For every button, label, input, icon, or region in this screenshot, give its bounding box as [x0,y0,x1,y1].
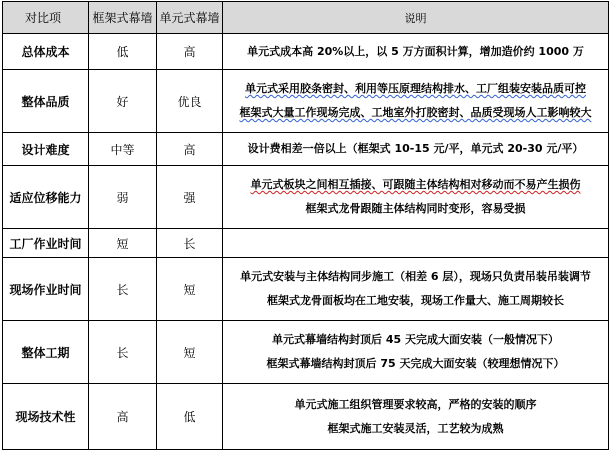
row-frame-value: 长 [89,321,157,384]
desc-line: 单元式板块之间相互插接、可跟随主体结构相对移动而不易产生损伤 [250,178,581,191]
desc-line: 单元式采用胶条密封、利用等压原理结构排水、工厂组装安装品质可控 [245,82,586,95]
row-desc [223,321,609,384]
table-row [3,34,609,70]
desc-line: 单元式施工组织管理要求较高，严格的安装的顺序 [294,397,537,411]
row-unit-value: 优良 [157,70,223,133]
row-unit-value: 高 [157,34,223,70]
row-item: 现场作业时间 [3,258,89,321]
header-row [3,2,609,34]
row-item: 工厂作业时间 [3,229,89,258]
header-unit: 单元式幕墙 [157,2,223,34]
row-item: 现场技术性 [3,384,89,450]
table-row [3,384,609,450]
row-item: 设计难度 [3,133,89,166]
row-unit-value: 强 [157,166,223,229]
desc-line: 框架式幕墙结构封顶后 75 天完成大面安装（较理想情况下） [266,357,565,370]
desc-line: 框架式龙骨跟随主体结构同时变形，容易受损 [305,202,526,215]
row-desc [223,384,609,450]
table-row [3,229,609,258]
row-item: 整体品质 [3,70,89,133]
row-desc [223,34,609,70]
row-unit-value: 低 [157,384,223,450]
desc-line: 单元式安装与主体结构同步施工（相差 6 层），现场只负责吊装吊装调节 [240,270,591,283]
row-frame-value: 弱 [89,166,157,229]
row-unit-value: 长 [157,229,223,258]
row-frame-value: 高 [89,384,157,450]
row-item: 整体工期 [3,321,89,384]
table-row [3,321,609,384]
table-row [3,133,609,166]
row-frame-value: 好 [89,70,157,133]
header-desc: 说明 [223,2,609,34]
row-desc [223,166,609,229]
table-row [3,166,609,229]
row-frame-value: 短 [89,229,157,258]
table-row [3,258,609,321]
row-desc [223,133,609,166]
row-frame-value: 低 [89,34,157,70]
desc-line: 设计费相差一倍以上（框架式 10-15 元/平，单元式 20-30 元/平） [247,142,584,155]
row-item: 总体成本 [3,34,89,70]
row-desc [223,70,609,133]
row-item: 适应位移能力 [3,166,89,229]
desc-line: 单元式幕墙结构封顶后 45 天完成大面安装（一般情况下） [272,333,559,346]
row-unit-value: 高 [157,133,223,166]
row-frame-value: 长 [89,258,157,321]
row-unit-value: 短 [157,321,223,384]
desc-line: 框架式施工安装灵活，工艺较为成熟 [327,421,504,435]
row-frame-value: 中等 [89,133,157,166]
table-row [3,70,609,133]
header-frame: 框架式幕墙 [89,2,157,34]
desc-line: 框架式龙骨面板均在工地安装，现场工作量大、施工周期较长 [267,294,564,307]
header-item: 对比项 [3,2,89,34]
comparison-table [2,1,609,450]
row-desc [223,229,609,258]
row-unit-value: 短 [157,258,223,321]
desc-line: 单元式成本高 20%以上，以 5 万方面积计算，增加造价约 1000 万 [247,44,584,58]
desc-line: 框架式大量工作现场完成、工地室外打胶密封、品质受现场人工影响较大 [239,106,592,119]
row-desc [223,258,609,321]
